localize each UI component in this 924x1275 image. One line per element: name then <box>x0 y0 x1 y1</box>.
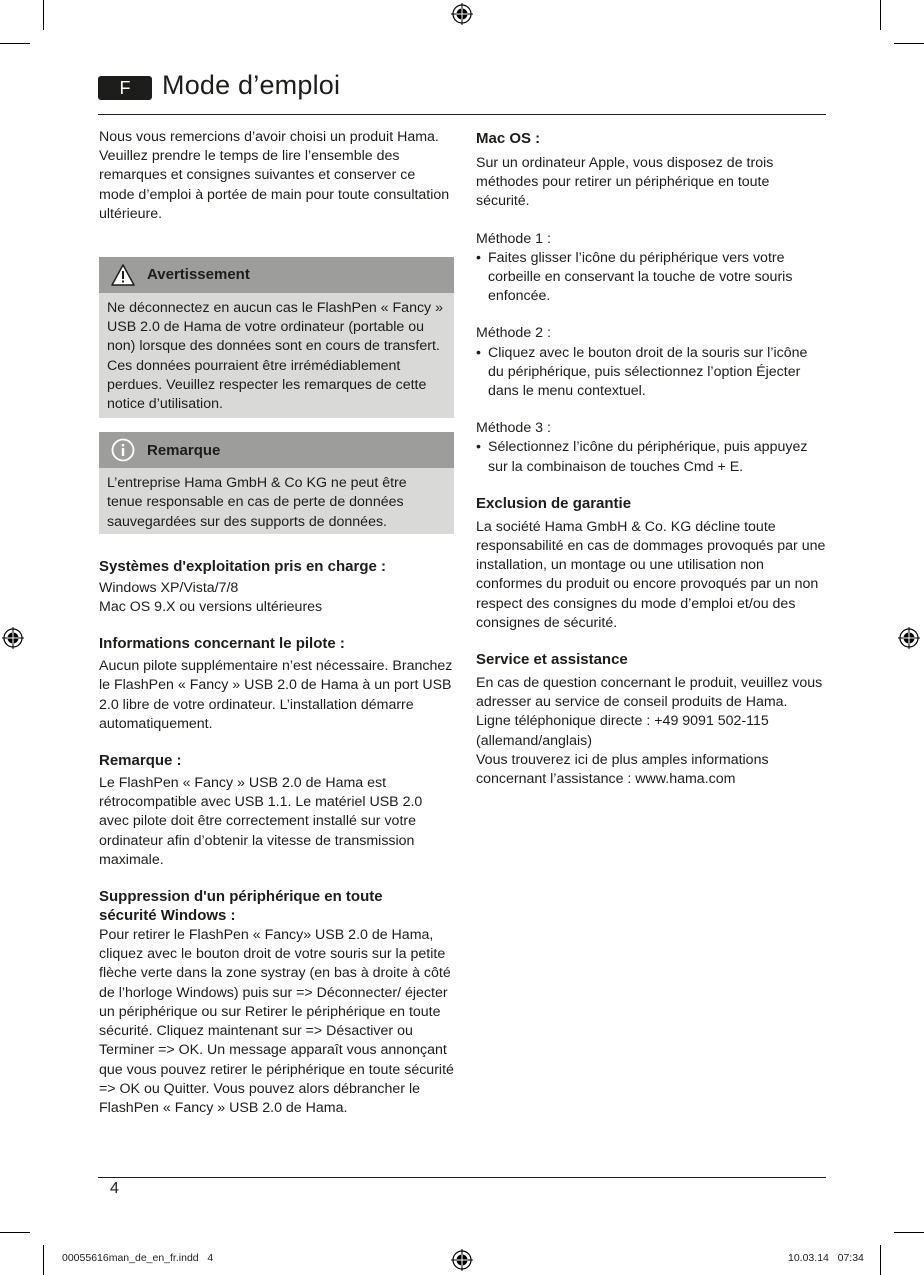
remark-heading: Remarque : <box>99 752 182 770</box>
crop-mark <box>43 1245 44 1275</box>
method2-list <box>476 344 826 402</box>
page-title: Mode d’emploi <box>162 70 341 100</box>
method2-label: Méthode 2 : <box>476 325 551 342</box>
removal-text: Pour retirer le FlashPen « Fancy» USB 2.0 de Hama, cliquez avec le bouton droit de votre souris sur la petite flèche verte dans la zone systray (en bas à droite à côté de l’horloge Windows) puis sur => Déconnecter/ éjecter un périphérique ou sur Retirer le périphérique en toute sécurité. Cliquez maintenant sur => Désactiver ou Terminer => OK. Un message apparaît vous annonçant que vous pouvez retirer le périphérique en toute sécurité => OK ou Quitter. Vous pouvez alors débrancher le FlashPen « Fancy » USB 2.0 de Hama. <box>99 927 454 1116</box>
crop-mark <box>0 43 30 44</box>
left-column <box>99 128 454 1118</box>
crop-mark <box>894 43 924 44</box>
warranty-heading: Exclusion de garantie <box>476 494 632 512</box>
warning-text: Ne déconnectez en aucun cas le FlashPen « Fancy » USB 2.0 de Hama de votre ordinateur (portable ou non) lorsque des données sont en cours de transfert. Ces données pourraient être irrémédiablement perdues. Veuillez respecter les remarques de cette notice d’utilisation. <box>99 293 454 418</box>
info-icon <box>111 438 135 462</box>
note-title: Remarque <box>147 441 221 459</box>
removal-heading: Suppression d'un périphérique en toute sécurité Windows : <box>99 888 383 925</box>
print-date-time: 10.03.14 07:34 <box>788 1252 864 1264</box>
intro-text: Nous vous remercions d’avoir choisi un produit Hama. Veuillez prendre le temps de lire l’ensemble des remarques et consignes suivantes et conserver ce mode d’emploi à portée de main pour toute consultation ultérieure. <box>99 129 450 222</box>
registration-mark-icon <box>898 627 920 649</box>
os-heading: Systèmes d'exploitation pris en charge : <box>99 557 386 575</box>
registration-mark-icon <box>2 627 24 649</box>
method1-item: • Faites glisser l’icône du périphérique vers votre corbeille en conservant la touche de votre souris enfoncée. <box>476 249 826 307</box>
registration-mark-icon <box>451 1249 473 1271</box>
method3-item: • Sélectionnez l’icône du périphérique, puis appuyez sur la combinaison de touches Cmd + E. <box>476 438 826 476</box>
service-phone: Ligne téléphonique directe : +49 9091 502-115 (allemand/anglais) <box>476 713 769 749</box>
driver-heading: Informations concernant le pilote : <box>99 635 345 653</box>
language-badge: F <box>98 76 152 100</box>
method3-label: Méthode 3 : <box>476 420 551 437</box>
page-number: 4 <box>110 1180 119 1197</box>
mac-intro: Sur un ordinateur Apple, vous disposez de trois méthodes pour retirer un périphérique en toute sécurité. <box>476 155 774 210</box>
crop-mark <box>880 1245 881 1275</box>
method2-item: • Cliquez avec le bouton droit de la souris sur l’icône du périphérique, puis sélectionnez l’option Éjecter dans le menu contextuel. <box>476 344 826 402</box>
service-web: Vous trouverez ici de plus amples informations concernant l’assistance : www.hama.com <box>476 751 769 788</box>
method1-list <box>476 249 826 307</box>
registration-mark-icon <box>451 3 473 25</box>
warranty-text: La société Hama GmbH & Co. KG décline toute responsabilité en cas de dommages provoqués par une installation, un montage ou une utilisation non conformes du produit ou encore provoqués par un non respect des consignes du mode d’emploi et/ou des consignes de sécurité. <box>476 518 826 631</box>
remark-text: Le FlashPen « Fancy » USB 2.0 de Hama est rétrocompatible avec USB 1.1. Le matériel USB 2.0 avec pilote doit être correctement installé sur votre ordinateur afin d’obtenir la vitesse de transmission maximale. <box>99 775 423 868</box>
method3-list <box>476 438 826 476</box>
crop-mark <box>0 1232 30 1233</box>
note-box <box>99 432 454 534</box>
crop-mark <box>880 0 881 30</box>
right-column <box>476 128 826 789</box>
note-text: L’entreprise Hama GmbH & Co KG ne peut être tenue responsable en cas de perte de données sauvegardées sur des supports de données. <box>99 468 454 534</box>
warning-box <box>99 257 454 418</box>
note-box-header <box>99 432 454 468</box>
crop-mark <box>894 1232 924 1233</box>
warning-triangle-icon <box>111 263 135 287</box>
warning-title: Avertissement <box>147 266 250 284</box>
header-rule <box>98 114 826 115</box>
method1-label: Méthode 1 : <box>476 230 551 247</box>
crop-mark <box>43 0 44 30</box>
driver-text: Aucun pilote supplémentaire n’est nécessaire. Branchez le FlashPen « Fancy » USB 2.0 de Hama à un port USB 2.0 libre de votre ordinateur. L’installation démarre automatiquement. <box>99 658 453 732</box>
os-line-mac: Mac OS 9.X ou versions ultérieures <box>99 599 323 616</box>
file-name: 00055616man_de_en_fr.indd 4 <box>62 1252 214 1264</box>
service-text: En cas de question concernant le produit, veuillez vous adresser au service de conseil produits de Hama. <box>476 675 823 711</box>
footer-rule <box>98 1177 826 1178</box>
service-heading: Service et assistance <box>476 651 628 669</box>
os-line-windows: Windows XP/Vista/7/8 <box>99 579 239 596</box>
warning-box-header <box>99 257 454 293</box>
mac-heading: Mac OS : <box>476 130 541 147</box>
